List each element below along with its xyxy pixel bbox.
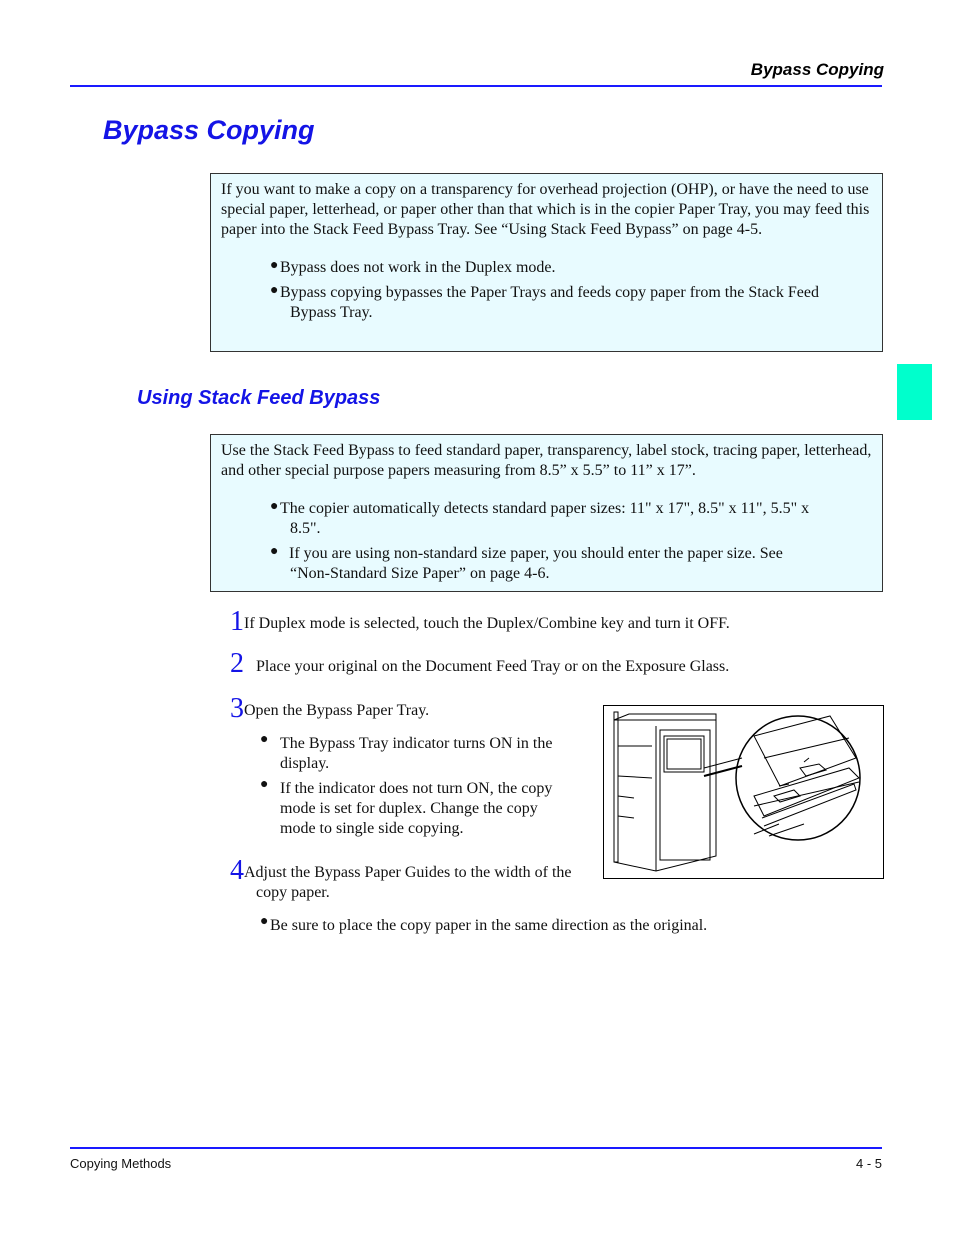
bullet-icon: ● (270, 499, 279, 514)
step-bullet: If the indicator does not turn ON, the copy mode is set for duplex. Change the copy mode to single side copying. (280, 780, 553, 837)
intro-bullet: ● Bypass does not work in the Duplex mode. (270, 258, 556, 276)
step-bullet: The Bypass Tray indicator turns ON in the display. (280, 735, 553, 772)
copier-drawing (604, 706, 882, 877)
chapter-tab (897, 364, 932, 420)
bullet-icon: ● (260, 777, 269, 792)
page-number: 4 - 5 (855, 1156, 882, 1171)
running-header: Bypass Copying (750, 60, 884, 79)
page-title: Bypass Copying (103, 115, 315, 145)
step-number: 3 (230, 693, 244, 724)
stack-feed-note-box (210, 434, 883, 592)
step-bullet: Be sure to place the copy paper in the same direction as the original. (270, 917, 708, 934)
footer-rule (70, 1147, 882, 1149)
step-text: Place your original on the Document Feed Tray or on the Exposure Glass. (256, 658, 730, 675)
step-text: Open the Bypass Paper Tray. (244, 702, 430, 719)
bullet-icon: ● (270, 258, 279, 273)
bullet-icon: ● (260, 914, 269, 929)
footer-section: Copying Methods (70, 1156, 172, 1171)
bullet-icon: ● (270, 544, 279, 559)
bullet-icon: ● (260, 732, 269, 747)
stack-feed-bullet: ● If you are using non-standard size paper, you should enter the paper size. See “Non-Standard Size Paper” on page 4-6. (270, 544, 783, 582)
intro-note-box (210, 173, 883, 352)
section-title: Using Stack Feed Bypass (137, 387, 381, 409)
intro-paragraph: If you want to make a copy on a transparency for overhead projection (OHP), or have the need to use special paper, letterhead, or paper other than that which is in the copier Paper Tray, you may feed this paper into the Stack Feed Bypass Tray. See “Using Stack Feed Bypass” on page 4-5. (221, 181, 870, 238)
step-number: 2 (230, 648, 244, 679)
stack-feed-bullet: ● The copier automatically detects standard paper sizes: 11" x 17", 8.5" x 11", 5.5" x 8.5". (270, 499, 810, 537)
header-rule (70, 85, 882, 87)
intro-bullet: ● Bypass copying bypasses the Paper Trays and feeds copy paper from the Stack Feed Bypass Tray. (270, 283, 819, 321)
step-text: Adjust the Bypass Paper Guides to the width of the (244, 864, 572, 881)
bypass-tray-illustration (603, 705, 884, 879)
step-number: 1 (230, 606, 244, 637)
stack-feed-paragraph: Use the Stack Feed Bypass to feed standard paper, transparency, label stock, tracing paper, letterhead, and other special purpose papers measuring from 8.5” x 5.5” to 11” x 17”. (221, 442, 872, 479)
step-text: If Duplex mode is selected, touch the Duplex/Combine key and turn it OFF. (244, 615, 730, 632)
step-text-cont: copy paper. (256, 884, 330, 901)
bullet-icon: ● (270, 283, 279, 298)
step-number: 4 (230, 855, 244, 886)
